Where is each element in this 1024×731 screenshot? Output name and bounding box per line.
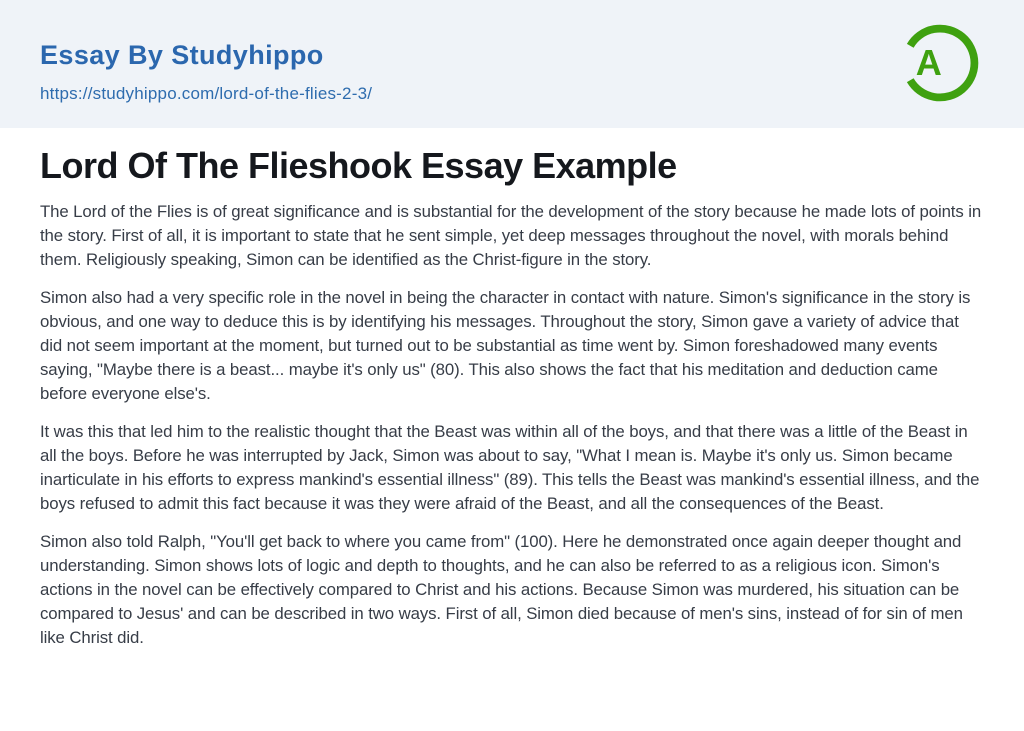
essay-paragraph-4: Simon also told Ralph, "You'll get back to where you came from" (100). Here he demonstrated once again deeper thought and understanding. Simon shows lots of logic and depth to thoughts, and he can also be referred to as a religious icon. Simon's actions in the novel can be effectively compared to Christ and his actions. Because Simon was murdered, his situation can be compared to Jesus' and can be described in two ways. First of all, Simon died because of men's sins, instead of for sin of men like Christ did. bbox=[40, 531, 963, 647]
site-title: Essay By Studyhippo bbox=[40, 40, 324, 70]
essay-paragraph-1: The Lord of the Flies is of great significance and is substantial for the development of the story because he made lots of points in the story. First of all, it is important to state that he sent simple, yet deep messages throughout the novel, with morals behind them. Religiously speaking, Simon can be identified as the Christ-figure in the story. bbox=[40, 201, 982, 269]
essay-url-link[interactable]: https://studyhippo.com/lord-of-the-flies-2-3/ bbox=[40, 83, 373, 103]
essay-article bbox=[0, 128, 1024, 650]
page-header bbox=[0, 0, 1024, 128]
essay-paragraph-3: It was this that led him to the realistic thought that the Beast was within all of the boys, and that there was a little of the Beast in all the boys. Before he was interrupted by Jack, Simon was about to say, "What I mean is. Maybe it's only us. Simon became inarticulate in his efforts to express mankind's essential illness" (89). This tells the Beast was mankind's essential illness, and the boys refused to admit this fact because it was they were afraid of the Beast, and all the consequences of the Beast. bbox=[40, 421, 980, 513]
essay-paragraph-2: Simon also had a very specific role in the novel in being the character in contact with nature. Simon's significance in the story is obvious, and one way to deduce this is by identifying his messages. Throughout the story, Simon gave a variety of advice that did not seem important at the moment, but turned out to be substantial as time went by. Simon foreshadowed many events saying, "Maybe there is a beast... maybe it's only us" (80). This also shows the fact that his meditation and deduction came before everyone else's. bbox=[40, 287, 971, 403]
logo-letter: A bbox=[915, 42, 942, 84]
essay-title: Lord Of The Flieshook Essay Example bbox=[40, 145, 677, 186]
studyhippo-logo-icon bbox=[897, 20, 983, 106]
